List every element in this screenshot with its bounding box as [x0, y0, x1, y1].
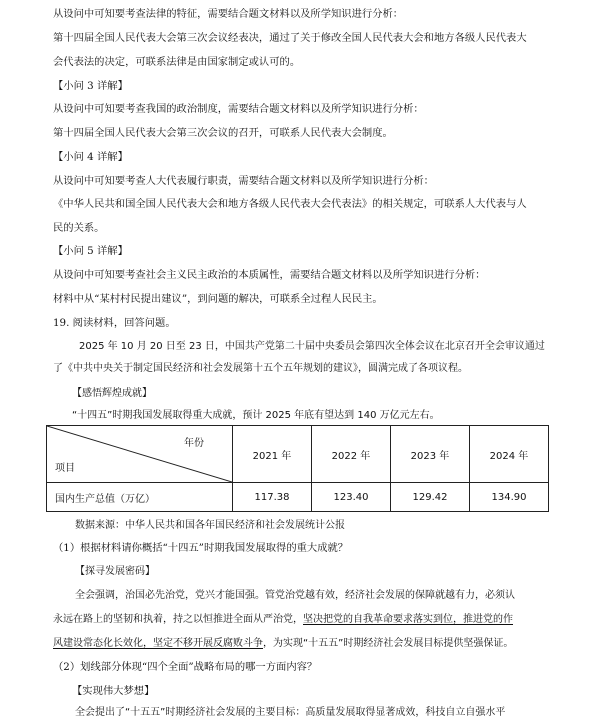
material-text: 2025 年 10 月 20 日至 23 日，中国共产党第二十届中央委员会第四次全体会议在北京召开全会审议通过: [79, 341, 545, 352]
row-label: 国内生产总值（万亿）: [47, 483, 233, 512]
corner-label-item: 项目: [55, 463, 75, 474]
gdp-value: 123.40: [312, 483, 391, 512]
section-heading: 【小问 5 详解】: [53, 245, 128, 257]
text-line: 会代表法的决定，可联系法律是由国家制定或认可的。: [53, 56, 301, 68]
underlined-text: 坚决把党的自我革命要求落实到位，推进党的作: [303, 614, 513, 625]
material-text: [53, 613, 549, 627]
material-heading: 【感悟辉煌成就】: [72, 388, 152, 399]
material-text: 全会强调，治国必先治党，党兴才能国强。管党治党越有效，经济社会发展的保障就越有力，必须认: [75, 590, 515, 601]
section-heading: 【小问 3 详解】: [53, 80, 128, 92]
year-header: 2023 年: [391, 426, 470, 483]
text-line: 从设问中可知要考查我国的政治制度，需要结合题文材料以及所学知识进行分析：: [53, 103, 424, 115]
table-corner-cell: [47, 426, 233, 483]
text-line: 从设问中可知要考查人大代表履行职责，需要结合题文材料以及所学知识进行分析：: [53, 175, 434, 187]
underlined-text: 风建设常态化长效化，坚定不移开展反腐败斗争: [53, 638, 263, 649]
year-header: 2022 年: [312, 426, 391, 483]
year-header: 2024 年: [470, 426, 549, 483]
material-text: 全会提出了“十五五”时期经济社会发展的主要目标：高质量发展取得显著成效，科技自立自强水平: [75, 707, 506, 718]
text-line: 《中华人民共和国全国人民代表大会和地方各级人民代表大会代表法》的相关规定，可联系人大代表与人: [53, 198, 527, 210]
text-line: 第十四届全国人民代表大会第三次会议的召开，可联系人民代表大会制度。: [53, 127, 393, 139]
gdp-value: 129.42: [391, 483, 470, 512]
corner-label-year: 年份: [184, 438, 204, 449]
text-segment: ，为实现“十五五”时期经济社会发展目标提供坚强保证。: [263, 638, 514, 649]
text-line: 民的关系。: [53, 222, 105, 234]
table-header-row: [47, 426, 549, 483]
text-line: 从设问中可知要考查法律的特征，需要结合题文材料以及所学知识进行分析：: [53, 8, 404, 20]
gdp-value: 117.38: [233, 483, 312, 512]
text-segment: 永远在路上的坚韧和执着，持之以恒推进全面从严治党，: [53, 614, 303, 625]
section-heading: 【小问 4 详解】: [53, 151, 128, 163]
question-number: 19. 阅读材料，回答问题。: [53, 317, 176, 329]
text-line: 第十四届全国人民代表大会第三次会议经表决，通过了关于修改全国人民代表大会和地方各级人民代表大: [53, 32, 527, 44]
data-source: 数据来源：中华人民共和国各年国民经济和社会发展统计公报: [75, 520, 345, 531]
text-line: 材料中从“某村村民提出建议”，到问题的解决，可联系全过程人民民主。: [53, 293, 383, 305]
table-row: [47, 483, 549, 512]
section-heading: 【实现伟大梦想】: [72, 685, 155, 697]
material-text: “十四五”时期我国发展取得重大成就，预计 2025 年底有望达到 140 万亿元左右。: [72, 410, 440, 421]
gdp-value: 134.90: [470, 483, 549, 512]
gdp-table: [46, 425, 549, 512]
text-line: 从设问中可知要考查社会主义民主政治的本质属性，需要结合题文材料以及所学知识进行分析：: [53, 269, 486, 281]
question-2: （2）划线部分体现“四个全面”战略布局的哪一方面内容？: [53, 661, 318, 673]
question-1: （1）根据材料请你概括“十四五”时期我国发展取得的重大成就？: [53, 542, 349, 554]
material-text: 了《中共中央关于制定国民经济和社会发展第十五个五年规划的建议》，圆满完成了各项议程。: [53, 363, 468, 374]
material-text: [53, 637, 549, 651]
section-heading: 【探寻发展密码】: [75, 566, 155, 577]
year-header: 2021 年: [233, 426, 312, 483]
